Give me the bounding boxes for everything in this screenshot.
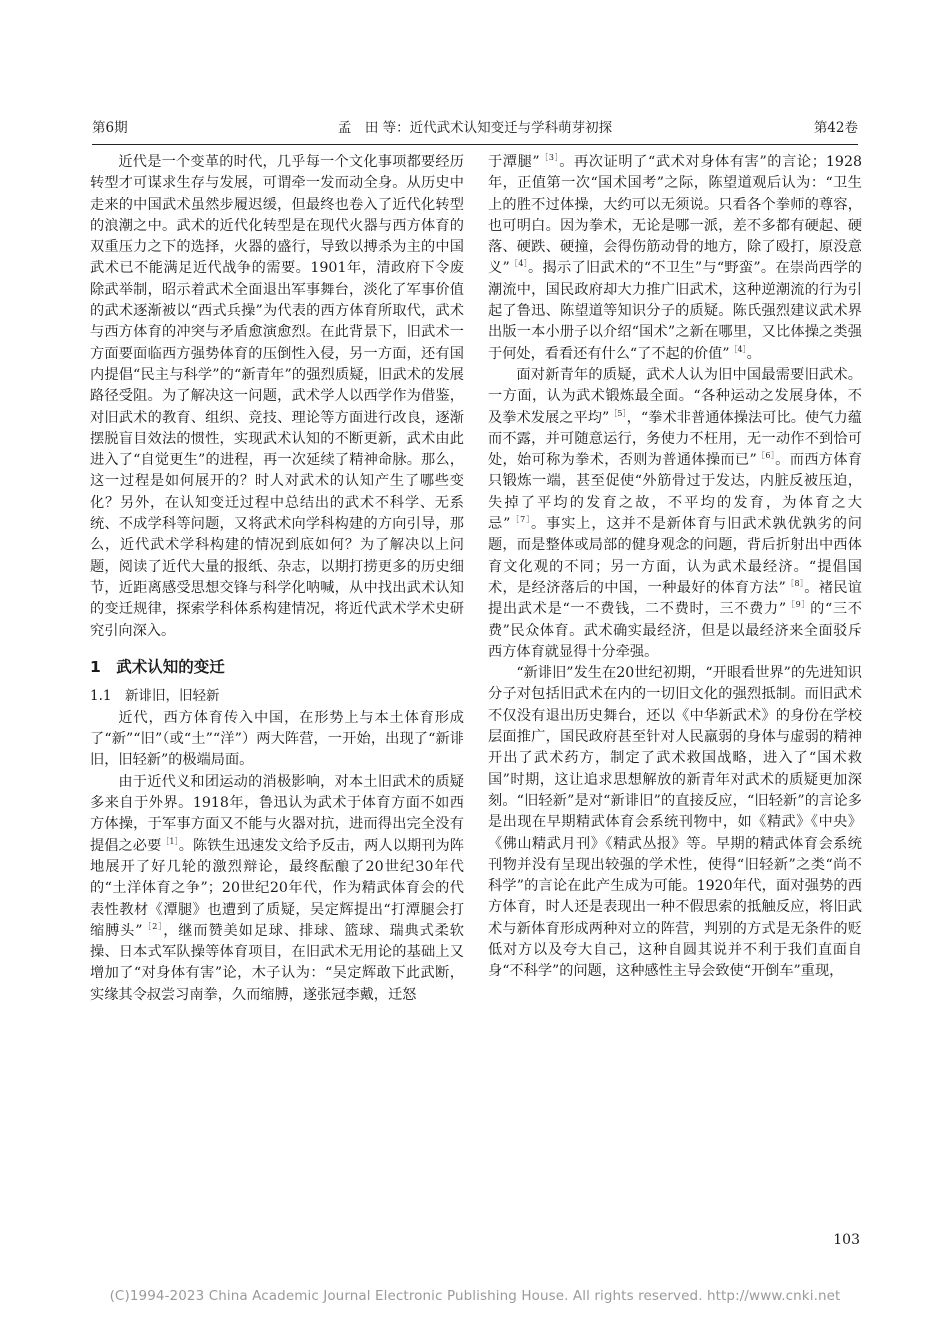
- paragraph-new-slanders-old: “新诽旧”发生在20世纪初期，“开眼看世界”的先进知识分子对包括旧武术在内的一切旧文化的强烈抵制。而旧武术不仅没有退出历史舞台，还以《中华新武术》的身份在学校层面推广，国民政府甚至针对人民羸弱的身体与虚弱的精神开出了武术药方，制定了武术救国战略，进入了“国术救国”时期，这让追求思想解放的新青年对武术的质疑更加深刻。“旧轻新”是对“新诽旧”的直接反应，“旧轻新”的言论多是出现在早期精武体育会系统刊物中，如《精武》《中央》《佛山精武月刊》《精武丛报》等。早期的精武体育会系统刊物并没有呈现出较强的学术性，使得“旧轻新”之类“尚不科学”的言论在此产生成为可能。1920年代，面对强势的西方体育，时人还是表现出一种不假思索的抵触反应，将旧武术与新体育形成两种对立的阵营，判别的方式是无条件的贬低对方以及夸大自己，这种自圆其说并不利于我们直面自身“不科学”的问题，这种感性主导会致使“开倒车”重现，: [488, 665, 862, 980]
- text-segment: 。褚民谊提出武术是“一不费钱，二不费时，三不费力”: [488, 579, 862, 618]
- citation-ref: ［4］: [509, 259, 528, 269]
- text-segment: 。: [746, 345, 761, 362]
- running-title: 孟 田 等：近代武术认知变迁与学科萌芽初探: [337, 120, 613, 136]
- paragraph-lu-xun-debate: [90, 772, 464, 1006]
- left-column: [90, 152, 464, 1006]
- text-segment: 。再次证明了“武术对身体有害”的言论；1928年，正值第一次“国术国考”之际，陈望道观后认为：“卫生上的胜不过体操，大约可以无须说。只看各个拳师的尊容，也可明白。因为拳术，无论是哪一派，差不多都有硬起、硬落、硬跌、硬撞，会得伤筋动骨的地方，除了殴打，原没意义”: [488, 154, 862, 277]
- text-segment: 。而西方体育只锻炼一端，甚至促使“外筋骨过于发达，内脏反被压迫，失掉了平均的发育之故，不平均的发育，为体育之大忌”: [488, 452, 862, 533]
- text-segment: 的“三不费”民众体育。武术确实最经济，但是以最经济来全面驳斥西方体育就显得十分牵强。: [488, 601, 862, 660]
- text-segment: 。揭示了旧武术的“不卫生”与“野蛮”。在崇尚西学的潮流中，国民政府却大力推广旧武术，这种逆潮流的行为引起了鲁迅、陈望道等知识分子的质疑。陈氏强烈建议武术界出版一本小册子以介绍“国术”之新在哪里，又比体操之类强于何处，看看还有什么“了不起的价值”: [488, 260, 862, 362]
- citation-ref: ［1］: [161, 836, 179, 846]
- citation-ref: ［7］: [510, 515, 532, 525]
- text-segment: ，继而赞美如足球、排球、篮球、瑞典式柔软操、日本式军队操等体育项目，在旧武术无用论的基础上又增加了“对身体有害”论，木子认为：“吴定辉敢下此武断，实缘其令叔尝习南拳，久而缩膊，遂张冠李戴，迁怒: [90, 922, 464, 1003]
- paragraph-continued: [488, 152, 862, 365]
- right-column: [488, 152, 862, 983]
- text-segment: 。事实上，这并不是新体育与旧武术孰优孰劣的问题，而是整体或局部的健身观念的问题，背后折射出中西体育文化观的不同；另一方面，认为武术最经济。“提倡国术，是经济落后的中国，一种最好的体育方法”: [488, 516, 862, 596]
- citation-ref: ［6］: [756, 451, 776, 461]
- issue-number: 第6期: [92, 120, 128, 136]
- paragraph-martial-response: [488, 365, 862, 663]
- text-segment: 。陈铁生迅速发文给予反击，两人以期刊为阵地展开了好几轮的激烈辩论，最终酝酿了20世纪30年代的“土洋体育之争”；20世纪20年代，作为精武体育会的代表性教材《潭腿》也遭到了质疑，吴定辉提出“打潭腿会打缩膊头”: [90, 837, 464, 939]
- intro-paragraph: 近代是一个变革的时代，几乎每一个文化事项都要经历转型才可谋求生存与发展，可谓牵一发而动全身。从历史中走来的中国武术虽然步履迟缓，但最终也卷入了近代化转型的浪潮之中。武术的近代化转型是在现代火器与西方体育的双重压力之下的选择，火器的盛行，导致以搏杀为主的中国武术已不能满足近代战争的需要。1901年，清政府下令废除武举制，昭示着武术全面退出军事舞台，淡化了军事价值的武术逐渐被以“西式兵操”为代表的西方体育所取代，武术与西方体育的冲突与矛盾愈演愈烈。在此背景下，旧武术一方面要面临西方强势体育的压倒性入侵，另一方面，还有国内提倡“民主与科学”的“新青年”的强烈质疑，旧武术的发展路径受阻。为了解决这一问题，武术学人以西学作为借鉴，对旧武术的教育、组织、竞技、理论等方面进行改良，逐渐摆脱盲目效法的惯性，实现武术认知的不断更新，武术由此进入了“自觉更生”的进程，再一次延续了精神命脉。那么，这一过程是如何展开的？时人对武术的认知产生了哪些变化？另外，在认知变迁过程中总结出的武术不科学、无系统、不成学科等问题，又将武术向学科构建的方向引导，那么，近代武术学科构建的情况到底如何？为了解决以上问题，阅读了近代大量的报纸、杂志，以期打捞更多的历史细节，近距离感受思想交锋与科学化呐喊，从中找出武术认知的变迁规律，探索学科体系构建情况，将近代武术学术史研究引向深入。: [90, 154, 464, 639]
- page-number: 103: [833, 1232, 860, 1248]
- citation-ref: ［5］: [609, 408, 627, 418]
- text-segment: 于潭腿”: [488, 154, 540, 170]
- text-segment: ，“拳术非普通体操法可比。使气力蕴而不露，并可随意运行，务使力不枉用，无一动作不到恰可处，始可称为拳术，否则为普通体操而已”: [488, 409, 862, 469]
- citation-ref: ［3］: [539, 153, 560, 162]
- running-header: [92, 118, 858, 145]
- volume-number: 第42卷: [813, 120, 858, 136]
- citation-ref: ［9］: [786, 600, 811, 610]
- citation-ref: ［2］: [142, 921, 164, 931]
- copyright-footer: (C)1994-2023 China Academic Journal Electronic Publishing House. All rights reserved. http://www.cnki.net: [109, 1288, 841, 1304]
- subsection-heading-1-1: 1.1 新诽旧，旧轻新: [90, 687, 220, 704]
- section-heading-1: 1 武术认知的变迁: [90, 657, 225, 676]
- citation-ref: ［8］: [785, 578, 805, 588]
- text-segment: 面对新青年的质疑，武术人认为旧中国最需要旧武术。一方面，认为武术锻炼最全面。“各种运动之发展身体，不及拳术发展之平均”: [488, 366, 862, 426]
- paragraph-new-old-camps: 近代，西方体育传入中国，在形势上与本土体育形成了“新”“旧”（或“土”“洋”）两大阵营，一开始，出现了“新诽旧，旧轻新”的极端局面。: [90, 709, 464, 769]
- text-segment: 由于近代义和团运动的消极影响，对本土旧武术的质疑多来自于外界。1918年，鲁迅认为武术于体育方面不如西方体操，于军事方面又不能与火器对抗，进而得出完全没有提倡之必要: [90, 773, 464, 854]
- citation-ref: ［4］: [729, 344, 747, 354]
